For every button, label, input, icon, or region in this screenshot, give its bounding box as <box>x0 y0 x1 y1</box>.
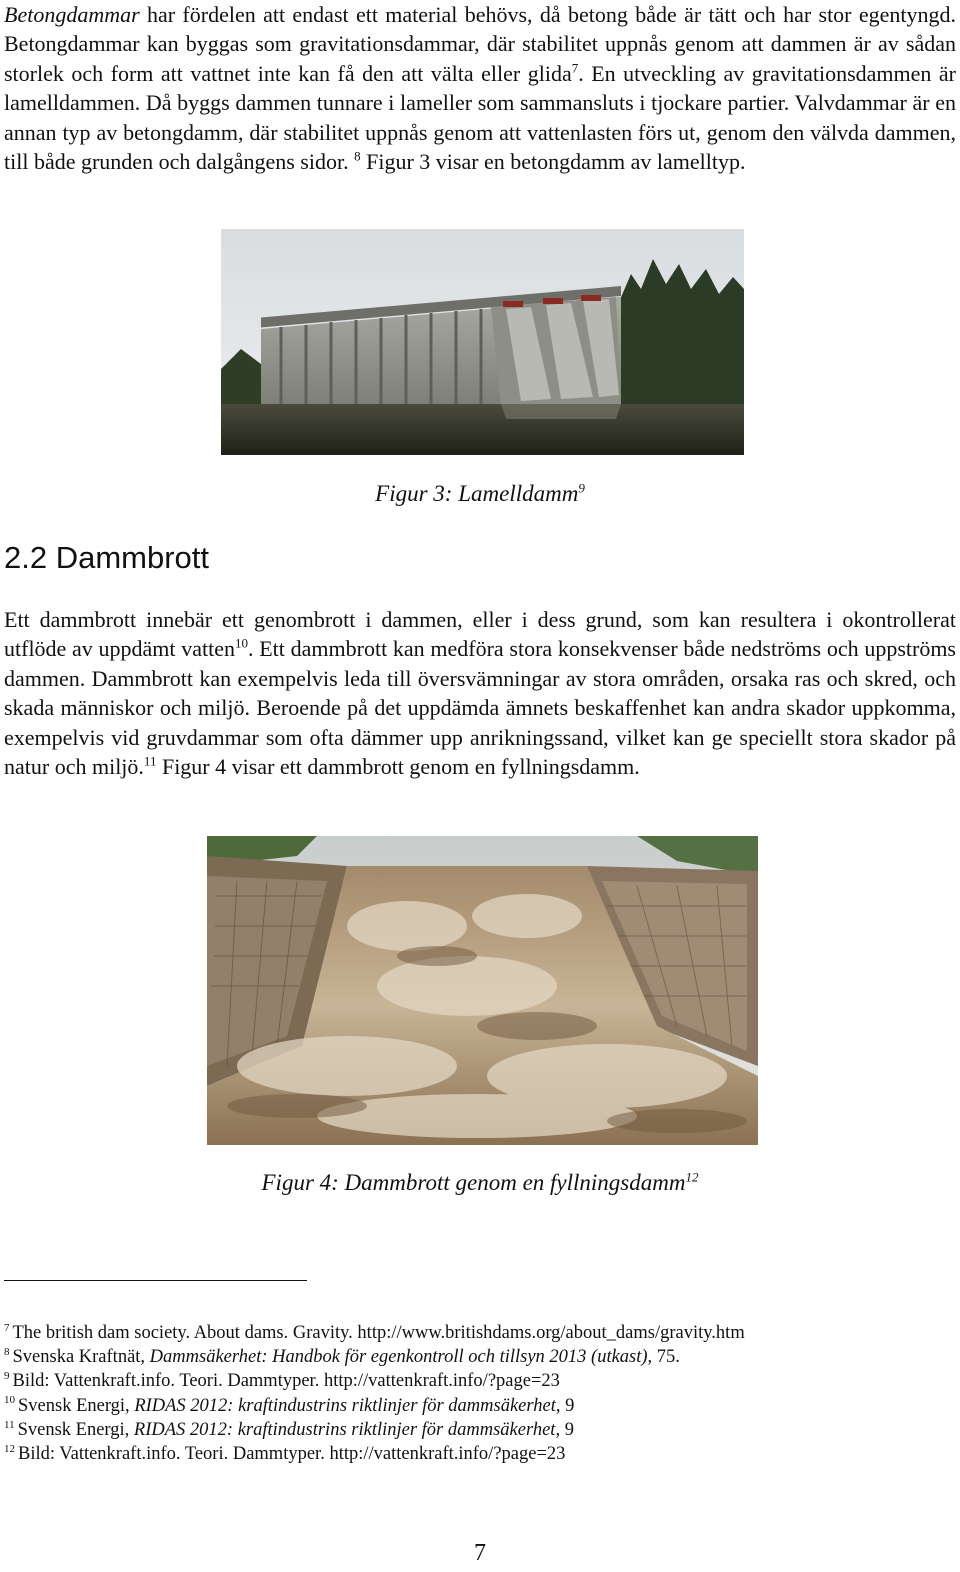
dam-breach-illustration <box>207 836 758 1145</box>
intro-text-1: har fördelen att endast ett material behövs, då betong både är tätt och har stor egentyngd. Betongdammar kan byggas som gravitationsdammar, där stabilitet uppnås genom att dammen är av sådan storlek och form att vattnet inte kan få den att välta eller glida <box>4 2 956 86</box>
footnote-ref-12: 12 <box>685 1169 699 1185</box>
footnote-item <box>4 1369 944 1393</box>
footnote-number: 10 <box>4 1394 15 1407</box>
footnote-item <box>4 1394 944 1418</box>
intro-text-2: . En utveckling av gravitationsdammen är lamelldammen. Då byggs dammen tunnare i lameller som sammansluts i tjockare partier. Valvdammar är en annan typ av betongdamm, där stabilitet uppnås genom att vattenlasten förs ut, genom den välvda dammen, till både grunden och dalgångens sidor. <box>4 60 957 175</box>
section-text-3: Figur 4 visar ett dammbrott genom en fyllningsdamm. <box>156 754 640 780</box>
footnote-text: Svensk Energi, <box>18 1395 135 1416</box>
footnote-title: RIDAS 2012: kraftindustrins riktlinjer för dammsäkerhet <box>133 1419 556 1440</box>
footnote-text: Bild: Vattenkraft.info. Teori. Dammtyper. http://vattenkraft.info/?page=23 <box>12 1371 560 1392</box>
section-paragraph <box>4 605 956 781</box>
footnote-ref-7: 7 <box>571 60 579 76</box>
footnote-number: 11 <box>4 1418 15 1431</box>
footnote-text: The british dam society. About dams. Gravity. http://www.britishdams.org/about_dams/gravity.htm <box>12 1323 745 1343</box>
figure-4-caption-text: Figur 4: Dammbrott genom en fyllningsdamm <box>261 1170 686 1195</box>
footnote-ref-9: 9 <box>578 480 585 496</box>
footnote-item <box>4 1442 944 1466</box>
footnote-ref-10: 10 <box>235 636 249 652</box>
footnote-item <box>4 1418 944 1442</box>
footnote-ref-8: 8 <box>354 148 361 164</box>
footnote-title: RIDAS 2012: kraftindustrins riktlinjer för dammsäkerhet <box>134 1395 556 1416</box>
section-text-1: Ett dammbrott innebär ett genombrott i dammen, eller i dess grund, som kan resultera i okontrollerat utflöde av uppdämt vatten <box>4 607 956 662</box>
figure-3-caption <box>330 481 630 507</box>
buttress-dam-illustration <box>221 229 744 455</box>
footnote-item <box>4 1345 944 1369</box>
footnote-number: 9 <box>4 1370 10 1383</box>
footnotes-list <box>4 1321 944 1466</box>
footnote-separator <box>4 1280 307 1281</box>
footnote-tail: , 9 <box>555 1395 575 1416</box>
footnote-number: 12 <box>4 1442 15 1455</box>
figure-4-photo <box>207 836 758 1145</box>
section-text-2: . Ett dammbrott kan medföra stora konsekvenser både nedströms och uppströms dammen. Dammbrott kan exempelvis leda till översvämningar av stora områden, orsaka ras och skred, och skada människor och miljö. Beroende på det uppdämda ämnets beskaffenhet kan andra skador uppkomma, exempelvis vid gruvdammar som ofta dämmer upp anrikningssand, vilket kan ge speciellt stora skador på natur och miljö. <box>4 636 956 780</box>
intro-text-3: Figur 3 visar en betongdamm av lamelltyp. <box>360 149 746 175</box>
footnote-number: 8 <box>4 1346 10 1359</box>
footnote-tail: , 9 <box>555 1419 574 1440</box>
intro-paragraph <box>4 0 956 176</box>
section-heading: 2.2 Dammbrott <box>4 540 210 575</box>
footnote-text: Svensk Energi, <box>17 1419 134 1440</box>
figure-4-caption <box>200 1170 760 1196</box>
footnote-title: Dammsäkerhet: Handbok för egenkontroll och tillsyn 2013 (utkast) <box>149 1347 648 1368</box>
page-number: 7 <box>474 1540 486 1566</box>
footnote-number: 7 <box>4 1321 10 1334</box>
intro-lead-italic: Betongdammar <box>4 2 140 27</box>
footnote-item <box>4 1321 944 1345</box>
footnote-tail: , 75. <box>647 1347 680 1368</box>
footnote-ref-11: 11 <box>143 753 157 769</box>
figure-3-caption-text: Figur 3: Lamelldamm <box>375 481 579 506</box>
footnote-text: Svenska Kraftnät, <box>12 1347 150 1368</box>
figure-3-photo <box>221 229 744 455</box>
footnote-text: Bild: Vattenkraft.info. Teori. Dammtyper. http://vattenkraft.info/?page=23 <box>18 1444 566 1465</box>
